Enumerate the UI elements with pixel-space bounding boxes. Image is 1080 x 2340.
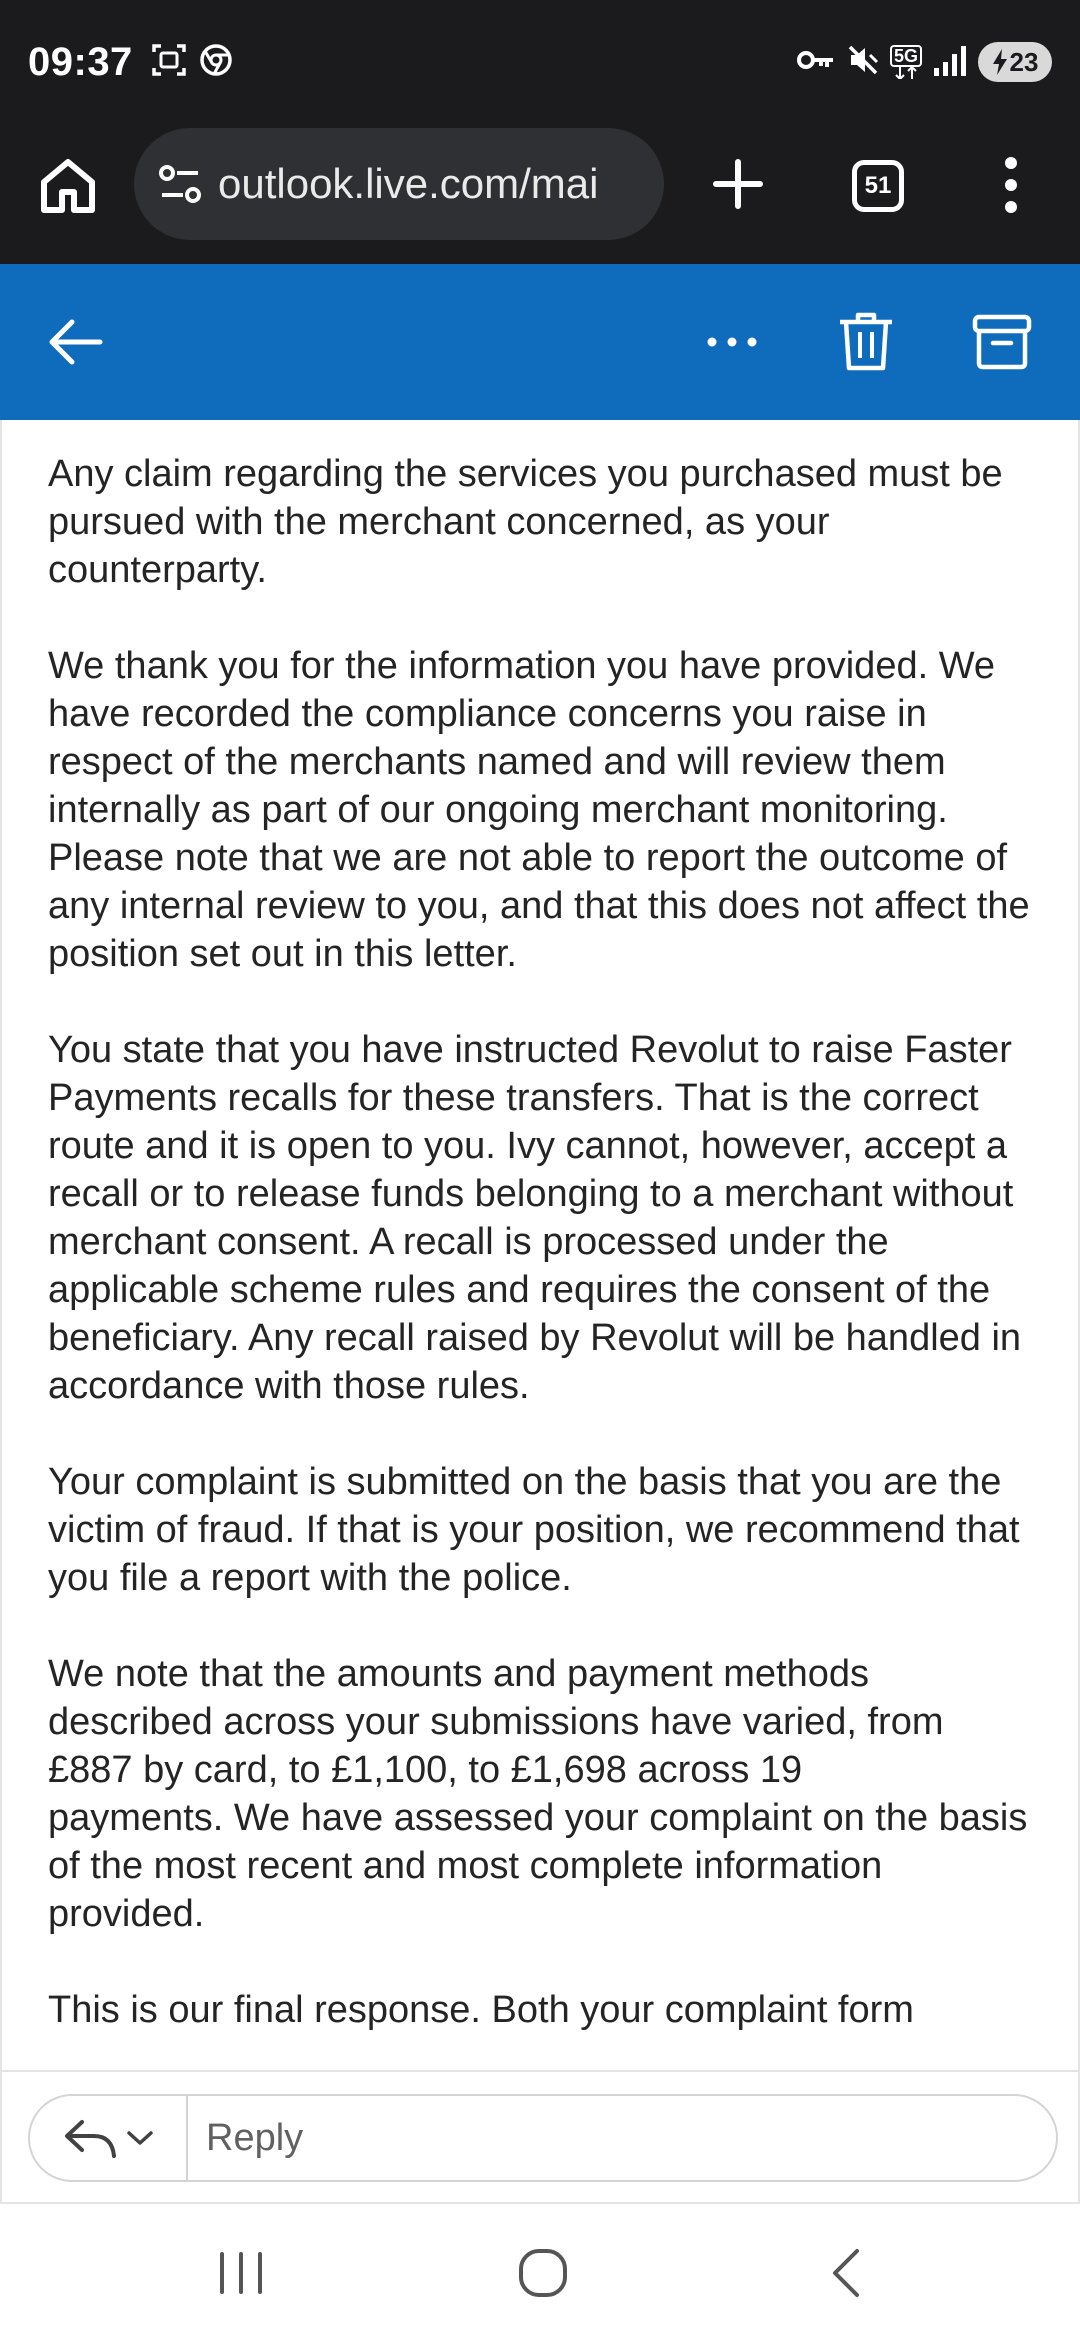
url-text: outlook.live.com/mai [218, 160, 599, 207]
message-paragraph: Your complaint is submitted on the basis that you are the victim of fraud. If that is your position, we recommend that you file a report with the police. [48, 1461, 1020, 1599]
tab-switcher-button[interactable] [852, 160, 904, 212]
chevron-down-icon [126, 2129, 154, 2147]
mail-toolbar [0, 264, 1080, 420]
message-paragraph: Any claim regarding the services you purchased must be pursued with the merchant concerned, as your counterparty. [48, 453, 1003, 591]
battery-indicator [978, 42, 1052, 82]
plus-icon [706, 152, 770, 216]
more-vertical-icon [996, 150, 1026, 220]
reply-input[interactable] [188, 2096, 1056, 2180]
battery-level: 23 [1009, 46, 1039, 77]
home-nav-button[interactable] [508, 2238, 578, 2308]
message-paragraph: You state that you have instructed Revolut to raise Faster Payments recalls for these transfers. That is the correct route and it is open to you. Ivy cannot, however, accept a recall or to release funds belonging to a merchant without merchant consent. A recall is processed under the applicable scheme rules and requires the consent of the beneficiary. Any recall raised by Revolut will be handled in accordance with those rules. [48, 1029, 1022, 1407]
status-bar [0, 0, 1080, 124]
delete-button[interactable] [826, 302, 906, 382]
reply-options-button[interactable] [30, 2096, 188, 2180]
reply-bar [0, 2070, 1080, 2204]
message-paragraph: We note that the amounts and payment methods described across your submissions have varied, from £887 by card, to £1,100, to £1,698 across 19 payments. We have assessed your complaint on the basis of the most recent and most complete information provided. [48, 1653, 1028, 1935]
site-settings-icon[interactable] [158, 164, 202, 204]
network-type-icon [890, 45, 922, 79]
arrow-left-icon [44, 310, 108, 374]
message-paragraph: This is our final response. Both your complaint form [48, 1989, 914, 2031]
mute-icon [846, 43, 880, 82]
reply-icon [62, 2116, 118, 2160]
charging-icon [992, 49, 1008, 75]
message-paragraph: We thank you for the information you have provided. We have recorded the compliance concerns you raise in respect of the merchants named and will review them internally as part of our ongoing merchant monitoring. Please note that we are not able to report the outcome of any internal review to you, and that this does not affect the position set out in this letter. [48, 645, 1030, 975]
trash-icon [836, 310, 896, 374]
archive-icon [971, 313, 1033, 371]
chevron-left-icon [825, 2247, 865, 2299]
home-circle-icon [517, 2247, 569, 2299]
home-button[interactable] [36, 154, 100, 218]
new-tab-button[interactable] [706, 152, 770, 216]
screenshot-icon [151, 42, 187, 83]
browser-bar [0, 124, 1080, 264]
message-body[interactable] [0, 420, 1080, 2070]
browser-menu-button[interactable] [996, 150, 1026, 220]
archive-button[interactable] [962, 302, 1042, 382]
address-bar[interactable] [134, 128, 664, 240]
recent-apps-icon [216, 2251, 266, 2295]
network-type-label: 5G [890, 45, 922, 67]
more-actions-button[interactable] [692, 302, 772, 382]
more-horizontal-icon [702, 332, 762, 352]
reply-compose [28, 2094, 1058, 2182]
status-time: 09:37 [28, 39, 133, 84]
system-navigation-bar [0, 2204, 1080, 2340]
recent-apps-button[interactable] [206, 2238, 276, 2308]
home-icon [36, 154, 100, 218]
back-button[interactable] [36, 302, 116, 382]
tab-count: 51 [864, 172, 892, 199]
chrome-icon [199, 43, 233, 82]
vpn-key-icon [796, 45, 836, 80]
back-nav-button[interactable] [810, 2238, 880, 2308]
signal-icon [932, 44, 968, 81]
